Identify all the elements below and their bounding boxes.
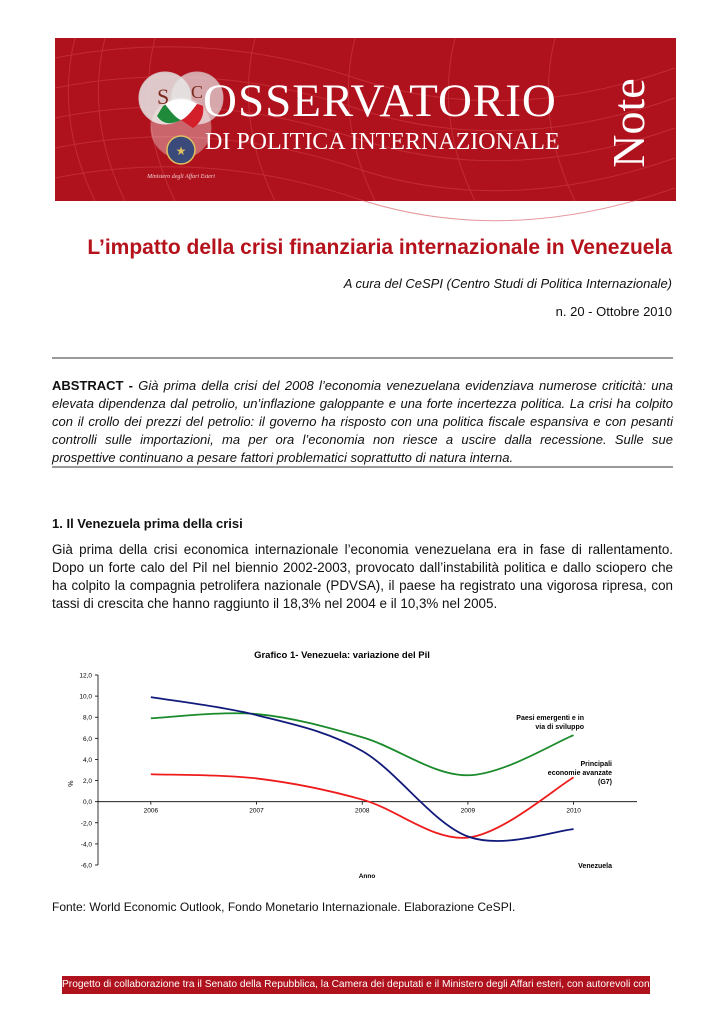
chart-title: Grafico 1- Venezuela: variazione del Pil <box>254 650 430 661</box>
section-paragraph: Già prima della crisi economica internazionale l’economia venezuelana era in fase di rallentamento. Dopo un forte calo del Pil nel biennio 2002-2003, provocato dall’instabilità politica e dallo sciopero che ha colpito la compagnia petrolifera nazionale (PDVSA), il paese ha registrato una vigorosa ripresa, con tassi di crescita che hanno raggiunto il 18,3% nel 2004 e il 10,3% nel 2005. <box>52 542 673 611</box>
svg-text:★: ★ <box>175 144 187 158</box>
series-label-g7: Principali economie avanzate (G7) <box>547 761 612 786</box>
x-axis-label: Anno <box>358 873 376 880</box>
series-label-emerging: Paesi emergenti e in via di sviluppo <box>516 715 584 731</box>
document-title: L’impatto della crisi finanziaria internazionale in Venezuela <box>87 236 672 259</box>
x-tick-label: 2007 <box>249 807 264 815</box>
x-tick-label: 2008 <box>354 807 370 815</box>
svg-text:S: S <box>157 84 170 109</box>
gdp-line-chart <box>52 640 652 885</box>
chart-source: Fonte: World Economic Outlook, Fondo Monetario Internazionale. Elaborazione CeSPI. <box>52 900 516 914</box>
y-tick-label: 8,0 <box>82 714 92 722</box>
banner-title: OSSERVATORIO <box>203 75 557 127</box>
logo-caption: Ministero degli Affari Esteri <box>147 174 215 180</box>
banner-note-label: Note <box>602 78 654 168</box>
y-tick-label: 12,0 <box>79 672 92 680</box>
svg-text:C: C <box>191 82 204 102</box>
y-tick-label: -4,0 <box>80 841 92 849</box>
footer-banner: Progetto di collaborazione tra il Senato della Repubblica, la Camera dei deputati e il Ministero degli Affari esteri, con autorevoli contributi scientifici <box>62 976 650 994</box>
document-credit: A cura del CeSPI (Centro Studi di Politica Internazionale) <box>343 276 672 291</box>
abstract-label: ABSTRACT - <box>52 378 139 393</box>
divider-bottom <box>52 466 673 468</box>
y-tick-label: 10,0 <box>79 693 92 701</box>
x-tick-label: 2010 <box>566 807 581 815</box>
y-tick-label: 4,0 <box>82 756 92 764</box>
section-heading: 1. Il Venezuela prima della crisi <box>52 516 243 531</box>
masthead-banner <box>55 38 676 201</box>
abstract-text: Già prima della crisi del 2008 l’economia venezuelana evidenziava numerose criticità: una elevata dipendenza dal petrolio, un’inflazione galoppante e una forte incertezza politica. La crisi ha colpito con il crollo dei prezzi del petrolio: il governo ha risposto con una politica fiscale espansiva e con pesanti controlli sulle importazioni, ma per ora l’economia non riesce a uscire dalla recessione. Sulle sue prospettive continuano a pesare fattori problematici soprattutto di natura interna. <box>52 378 673 465</box>
y-tick-label: 6,0 <box>82 735 92 743</box>
series-line-1 <box>151 774 574 838</box>
x-tick-label: 2009 <box>460 807 476 815</box>
series-line-2 <box>151 697 574 841</box>
y-tick-label: 0,0 <box>82 799 92 807</box>
banner-subtitle: DI POLITICA INTERNAZIONALE <box>205 129 560 155</box>
abstract <box>52 377 673 467</box>
issue-number: n. 20 - Ottobre 2010 <box>555 304 672 319</box>
x-tick-label: 2006 <box>143 807 159 815</box>
y-tick-label: 2,0 <box>82 778 92 786</box>
series-label-venezuela: Venezuela <box>578 863 612 870</box>
y-axis-label: % <box>66 780 73 787</box>
divider-top <box>52 357 673 359</box>
y-tick-label: -2,0 <box>80 820 92 828</box>
y-tick-label: -6,0 <box>80 862 92 870</box>
series-line-0 <box>151 713 574 775</box>
